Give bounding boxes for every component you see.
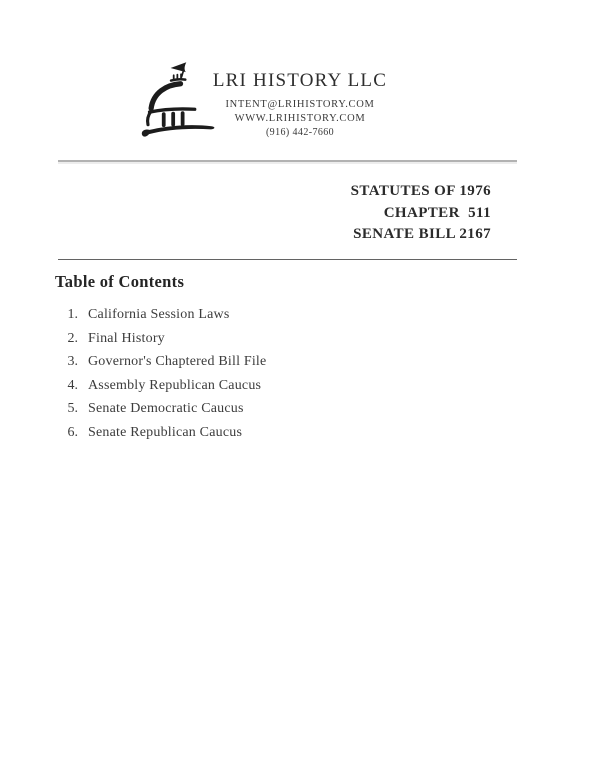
toc-item-label: Senate Republican Caucus — [88, 424, 243, 440]
toc-item-number: 5. — [67, 401, 78, 417]
toc-list — [55, 306, 455, 448]
toc-item — [55, 306, 455, 330]
toc-item-label: Senate Democratic Caucus — [88, 401, 244, 417]
company-phone: (916) 442-7660 — [265, 127, 335, 138]
toc-item — [55, 424, 455, 448]
company-email: INTENT@LRIHISTORY.COM — [225, 99, 375, 110]
toc-item-number: 1. — [67, 307, 78, 322]
toc-item-number: 4. — [67, 377, 78, 393]
toc-item — [55, 353, 455, 377]
toc-item-label: California Session Laws — [88, 307, 230, 322]
toc-item-label: Final History — [88, 330, 165, 346]
statutes-line: STATUTES OF 1976 — [350, 183, 491, 199]
toc-item-label: Assembly Republican Caucus — [88, 377, 262, 393]
toc-item — [55, 330, 455, 354]
bill-line: SENATE BILL 2167 — [353, 226, 491, 242]
toc-item-number: 2. — [67, 330, 78, 346]
company-website: WWW.LRIHISTORY.COM — [234, 113, 366, 124]
toc-item-number: 3. — [67, 354, 78, 370]
toc-item-number: 6. — [67, 424, 78, 440]
horizontal-rule-bottom — [58, 259, 517, 260]
toc-item — [55, 400, 455, 424]
letterhead — [0, 70, 600, 140]
company-name: LRI HISTORY LLC — [212, 70, 388, 91]
horizontal-rule-top — [58, 160, 517, 162]
case-info-block — [351, 181, 491, 246]
chapter-line: CHAPTER 511 — [383, 204, 491, 221]
toc-item — [55, 377, 455, 401]
toc-title: Table of Contents — [55, 272, 185, 291]
toc-item-label: Governor's Chaptered Bill File — [88, 354, 267, 370]
